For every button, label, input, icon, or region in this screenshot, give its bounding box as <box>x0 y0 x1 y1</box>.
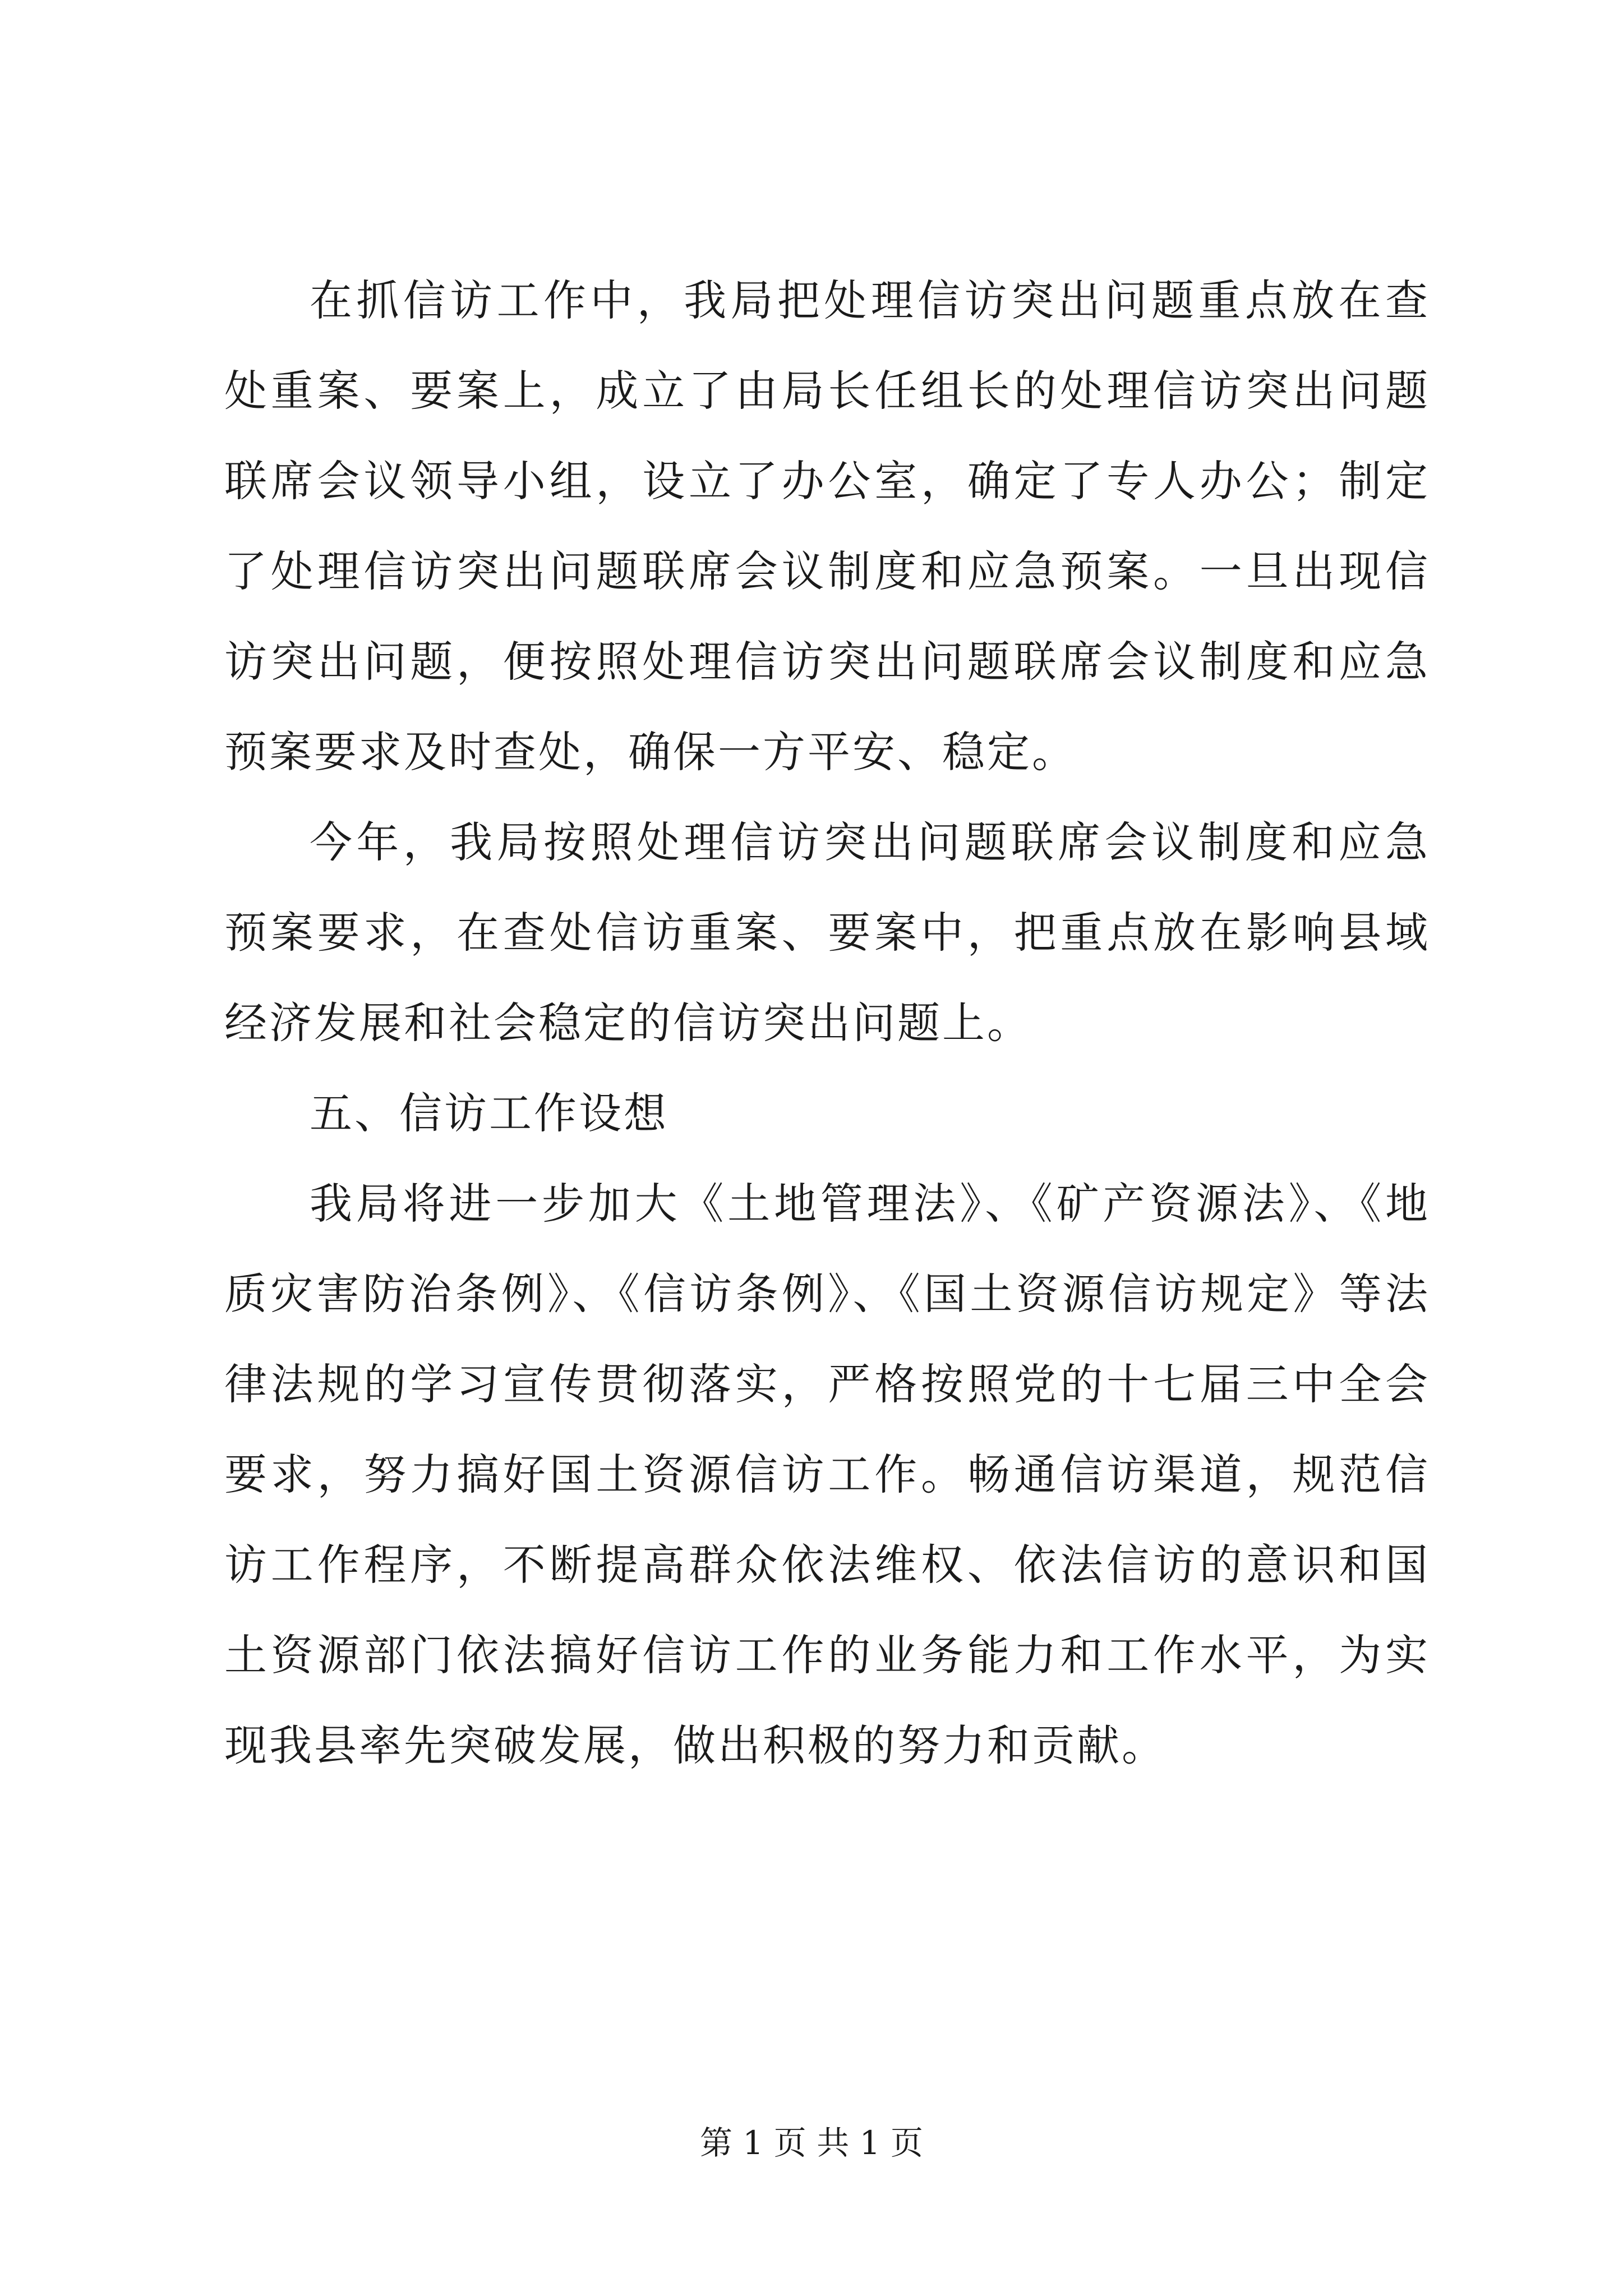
paragraph-plans: 我局将进一步加大《土地管理法》、《矿产资源法》、《地质灾害防治条例》、《信访条例》、《国土资源信访规定》等法律法规的学习宣传贯彻落实，严格按照党的十七届三中全会要求，努力搞好国土资源信访工作。畅通信访渠道，规范信访工作程序，不断提高群众依法维权、依法信访的意识和国土资源部门依法搞好信访工作的业务能力和工作水平，为实现我县率先突破发展，做出积极的努力和贡献。 <box>224 1179 1430 1770</box>
document-body <box>224 255 1430 1791</box>
paragraph-this-year: 今年，我局按照处理信访突出问题联席会议制度和应急预案要求，在查处信访重案、要案中，把重点放在影响县域经济发展和社会稳定的信访突出问题上。 <box>224 817 1430 1048</box>
page-footer: 第 1 页 共 1 页 <box>700 2124 923 2162</box>
paragraph-handling-petitions: 在抓信访工作中，我局把处理信访突出问题重点放在查处重案、要案上，成立了由局长任组长的处理信访突出问题联席会议领导小组，设立了办公室，确定了专人办公；制定了处理信访突出问题联席会议制度和应急预案。一旦出现信访突出问题，便按照处理信访突出问题联席会议制度和应急预案要求及时查处，确保一方平安、稳定。 <box>224 275 1430 777</box>
section-heading: 五、信访工作设想 <box>310 1088 668 1138</box>
